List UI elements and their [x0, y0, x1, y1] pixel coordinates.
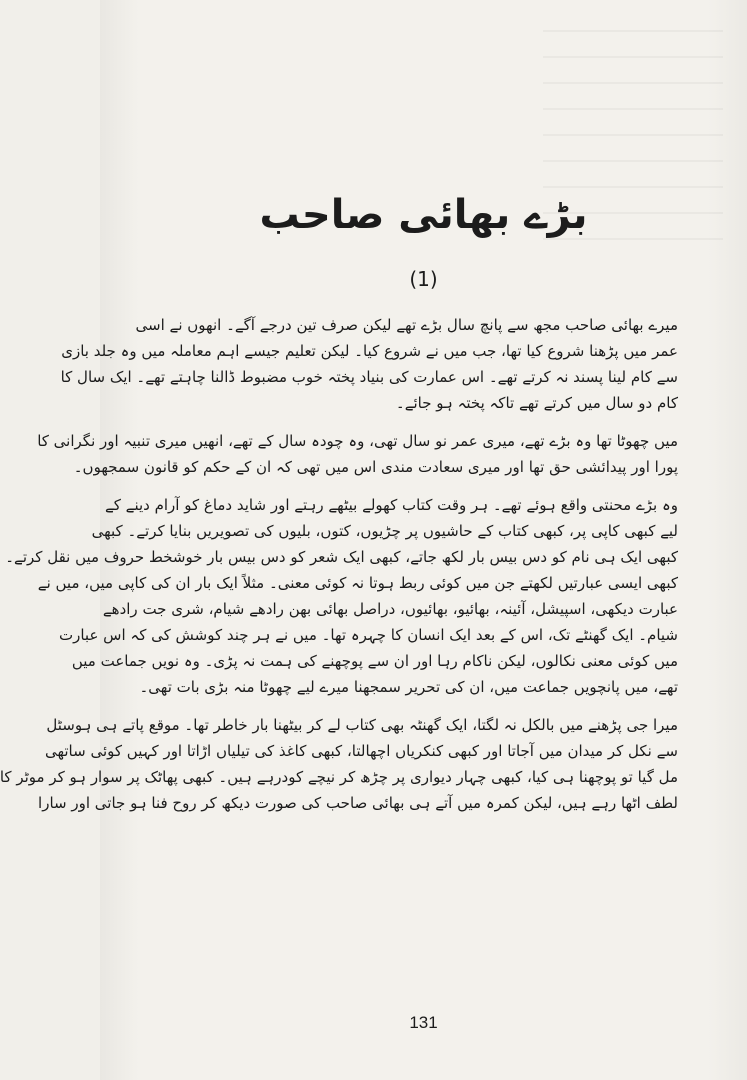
text-line: سے نکل کر میدان میں آجاتا اور کبھی کنکریاں اچھالتا، کبھی کاغذ کی تیلیاں اڑاتا اور کہیں کوئی ساتھی — [44, 742, 678, 760]
text-line: عمر میں پڑھنا شروع کیا تھا، جب میں نے شروع کیا۔ لیکن تعلیم جیسے اہم معاملہ میں وہ جلد بازی — [61, 342, 678, 360]
text-line: کام دو سال میں کرتے تھے تاکہ پختہ ہو جائے۔ — [395, 394, 678, 412]
chapter-title: بڑے بھائی صاحب — [259, 191, 588, 238]
page-number: 131 — [409, 1013, 438, 1032]
paragraph-3 — [5, 492, 678, 700]
text-line: لیے کبھی کاپی پر، کبھی کتاب کے حاشیوں پر چڑیوں، کتوں، بلیوں کی تصویریں بنایا کرتے۔ کبھی — [91, 522, 678, 540]
text-line: عبارت دیکھی، اسپیشل، آئینہ، بھائیو، بھائیوں، دراصل بھائی بھن رادھے شیام، شری جت رادھے — [102, 600, 678, 618]
text-line: میرے بھائی صاحب مجھ سے پانچ سال بڑے تھے لیکن صرف تین درجے آگے۔ انھوں نے اسی — [135, 316, 678, 334]
section-number: (1) — [409, 267, 438, 291]
text-line: تھے، میں پانچویں جماعت میں، ان کی تحریر سمجھنا میرے لیے چھوٹا منہ بڑی بات تھی۔ — [139, 678, 678, 696]
text-line: شیام۔ ایک گھنٹے تک، اس کے بعد ایک انسان کا چہرہ تھا۔ میں نے ہر چند کوشش کی کہ اس عبارت — [59, 626, 678, 644]
body-text — [0, 312, 678, 828]
text-line: میرا جی پڑھنے میں بالکل نہ لگتا، ایک گھنٹہ بھی کتاب لے کر بیٹھنا بار خاطر تھا۔ موقع پاتے ہی ہوسٹل — [46, 716, 678, 734]
text-line: کبھی ایسی عبارتیں لکھتے جن میں کوئی ربط ہوتا نہ کوئی معنی۔ مثلاً ایک بار ان کی کاپی میں، میں نے — [37, 574, 678, 592]
text-line: سے کام لینا پسند نہ کرتے تھے۔ اس عمارت کی بنیاد پختہ خوب مضبوط ڈالنا چاہتے تھے۔ ایک سال کا — [60, 368, 678, 386]
text-line: کبھی ایک ہی نام کو دس بیس بار لکھ جاتے، کبھی ایک شعر کو دس بیس بار خوشخط حروف میں نقل کرتے۔ — [5, 548, 678, 566]
text-line: وہ بڑے محنتی واقع ہوئے تھے۔ ہر وقت کتاب کھولے بیٹھے رہتے اور شاید دماغ کو آرام دینے کے — [104, 496, 678, 514]
paragraph-2 — [37, 428, 678, 480]
text-line: مل گیا تو پوچھنا ہی کیا، کبھی چہار دیواری پر چڑھ کر نیچے کودرہے ہیں۔ کبھی پھاٹک پر سوار ہو کر موٹر کا — [0, 768, 678, 786]
text-line: پورا اور پیدائشی حق تھا اور میری سعادت مندی اس میں تھی کہ ان کے حکم کو قانون سمجھوں۔ — [73, 458, 678, 476]
paragraph-1 — [60, 312, 678, 416]
text-line: میں چھوٹا تھا وہ بڑے تھے، میری عمر نو سال تھی، وہ چودہ سال کے تھے، انھیں میری تنبیہ اور نگرانی کا — [37, 432, 678, 450]
text-line: میں کوئی معنی نکالوں، لیکن ناکام رہا اور ان سے پوچھنے کی ہمت نہ پڑی۔ وہ نویں جماعت میں — [71, 652, 678, 670]
paragraph-4 — [0, 712, 678, 816]
text-line: لطف اٹھا رہے ہیں، لیکن کمرہ میں آتے ہی بھائی صاحب کی صورت دیکھ کر روح فنا ہو جاتی اور سارا — [38, 794, 678, 812]
